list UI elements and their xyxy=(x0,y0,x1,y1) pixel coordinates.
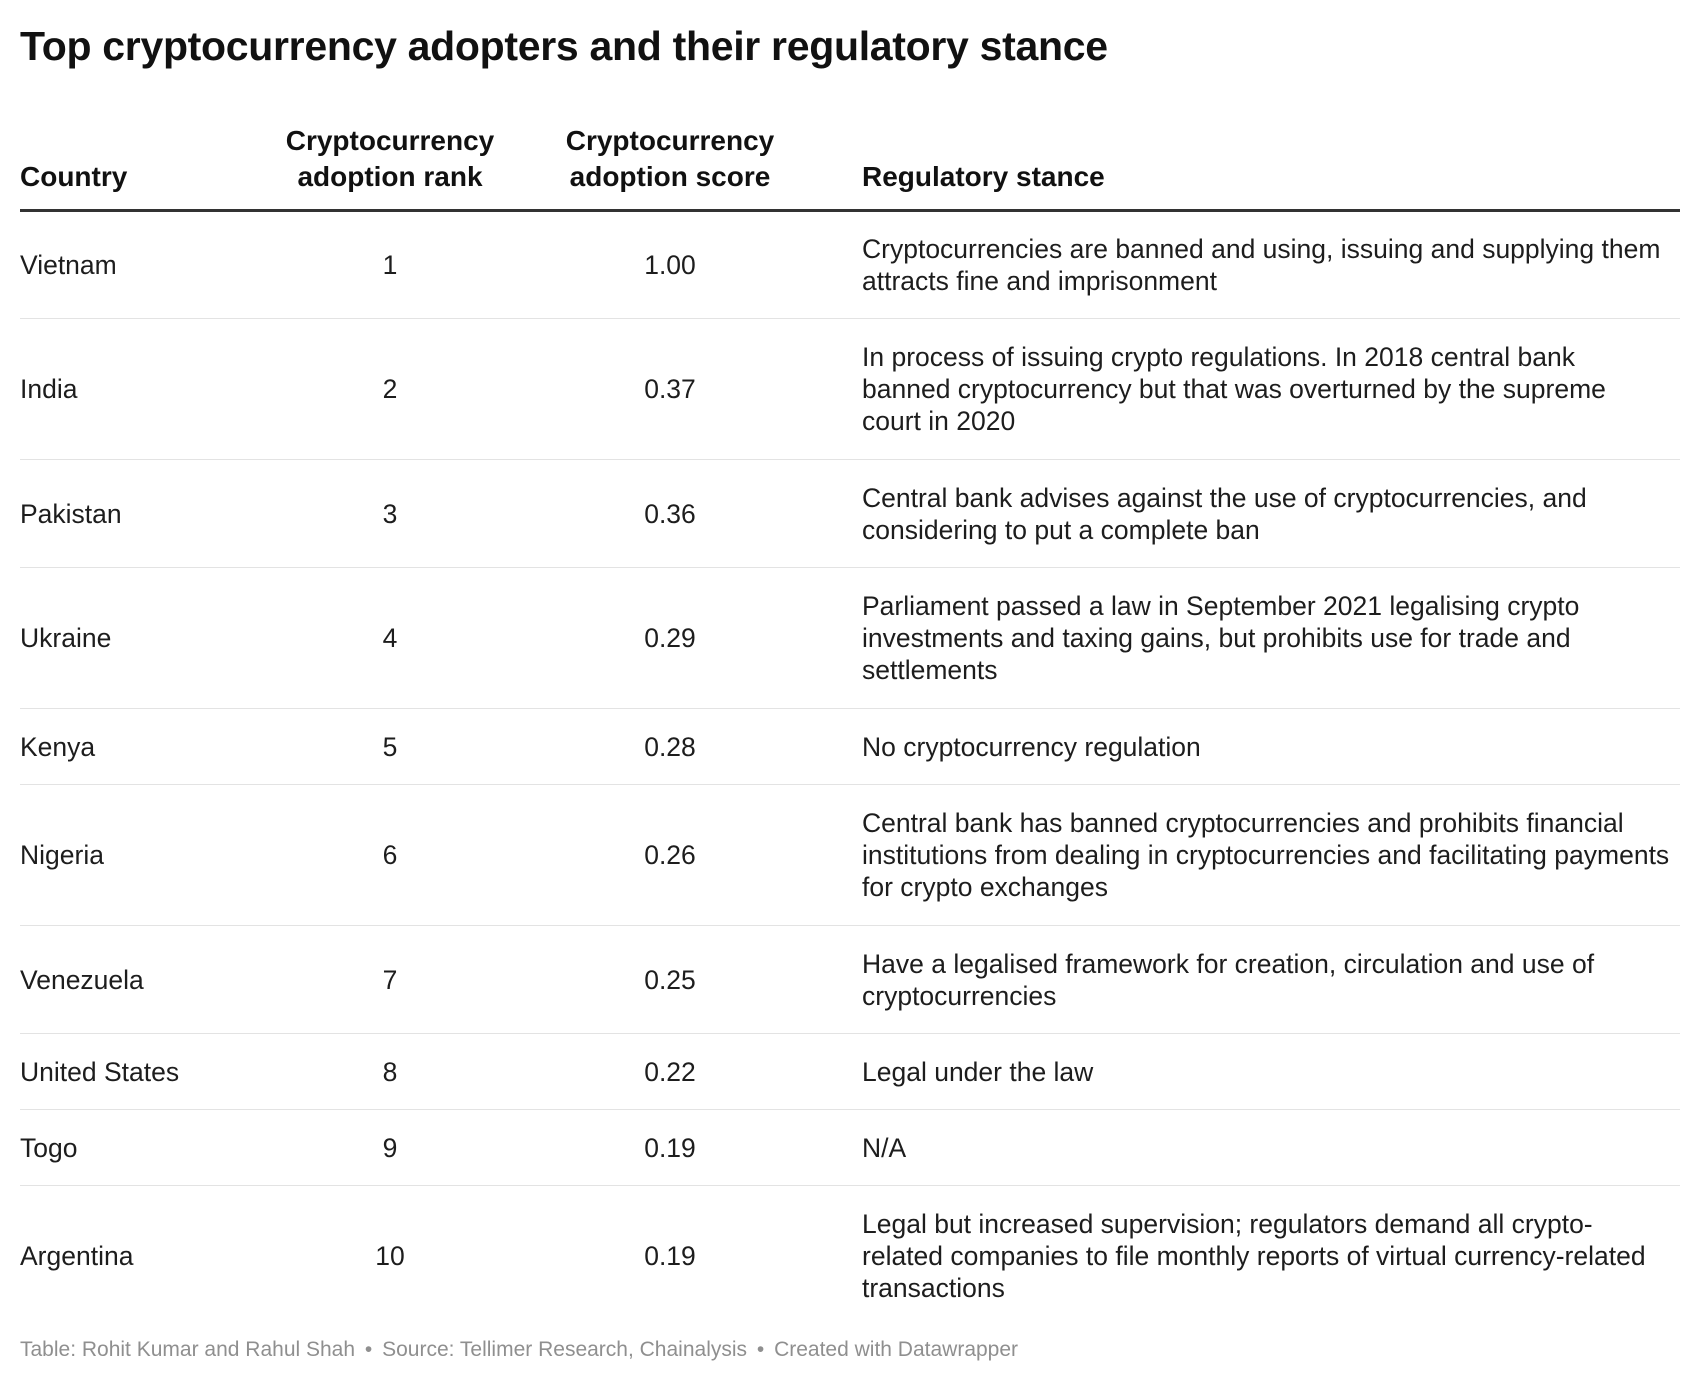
cell-rank: 4 xyxy=(240,568,540,709)
chart-container xyxy=(20,18,1680,1361)
table-row xyxy=(20,709,1680,785)
cell-score: 0.25 xyxy=(540,926,800,1034)
cell-rank: 10 xyxy=(375,1241,405,1271)
cell-country: India xyxy=(20,319,240,460)
column-header-stance[interactable]: Regulatory stance xyxy=(800,123,1680,211)
column-header-rank[interactable]: Cryptocurrency adoption rank xyxy=(240,123,540,211)
cell-regulatory-stance: Parliament passed a law in September 2021 legalising crypto investments and taxing gains, but prohibits use for trade and settlements xyxy=(800,568,1680,709)
created-with-credit: Created with Datawrapper xyxy=(774,1338,1019,1361)
table-row xyxy=(20,460,1680,568)
cell-regulatory-stance: In process of issuing crypto regulations. In 2018 central bank banned cryptocurrency but that was overturned by the supreme court in 2020 xyxy=(800,319,1680,460)
cell-regulatory-stance: Central bank has banned cryptocurrencies and prohibits financial institutions from dealing in cryptocurrencies and facilitating payments for crypto exchanges xyxy=(800,785,1680,926)
table-row xyxy=(20,1034,1680,1110)
cell-regulatory-stance: N/A xyxy=(800,1110,1680,1186)
cell-country: United States xyxy=(20,1034,240,1110)
cell-regulatory-stance: Have a legalised framework for creation, circulation and use of cryptocurrencies xyxy=(800,926,1680,1034)
footer-separator: • xyxy=(364,1338,373,1361)
cell-score: 0.36 xyxy=(540,460,800,568)
cell-rank: 3 xyxy=(240,460,540,568)
cell-country: Togo xyxy=(20,1110,240,1186)
cell-rank: 7 xyxy=(240,926,540,1034)
cell-rank: 5 xyxy=(240,709,540,785)
cell-score: 0.28 xyxy=(540,709,800,785)
table-body xyxy=(20,211,1680,1327)
cell-score: 0.22 xyxy=(540,1034,800,1110)
cell-score: 0.26 xyxy=(540,785,800,926)
cell-country: Kenya xyxy=(20,709,240,785)
cell-rank: 1 xyxy=(240,211,540,319)
cell-score: 0.19 xyxy=(540,1110,800,1186)
table-row xyxy=(20,926,1680,1034)
source-credit: Source: Tellimer Research, Chainalysis xyxy=(382,1338,748,1361)
cell-regulatory-stance: Central bank advises against the use of cryptocurrencies, and considering to put a complete ban xyxy=(800,460,1680,568)
footer-separator: • xyxy=(756,1338,765,1361)
table-credit: Table: Rohit Kumar and Rahul Shah xyxy=(20,1338,356,1361)
cell-rank: 2 xyxy=(240,319,540,460)
cell-regulatory-stance: Legal under the law xyxy=(800,1034,1680,1110)
cell-regulatory-stance: Legal but increased supervision; regulators demand all crypto-related companies to file monthly reports of virtual currency-related transactions xyxy=(862,1209,1646,1303)
cell-country: Argentina xyxy=(20,1241,134,1271)
cell-score: 0.37 xyxy=(540,319,800,460)
table-row xyxy=(20,568,1680,709)
column-header-score[interactable]: Cryptocurrency adoption score xyxy=(540,123,800,211)
cell-rank: 6 xyxy=(240,785,540,926)
cell-country: Pakistan xyxy=(20,460,240,568)
cell-regulatory-stance: Cryptocurrencies are banned and using, issuing and supplying them attracts fine and imprisonment xyxy=(800,211,1680,319)
footer-credits xyxy=(20,1338,1018,1362)
cell-country: Vietnam xyxy=(20,211,240,319)
chart-title: Top cryptocurrency adopters and their regulatory stance xyxy=(20,23,1108,69)
cell-rank: 8 xyxy=(240,1034,540,1110)
table-row xyxy=(20,319,1680,460)
data-table xyxy=(20,123,1680,1326)
table-row xyxy=(20,211,1680,319)
cell-rank: 9 xyxy=(240,1110,540,1186)
table-row xyxy=(20,1110,1680,1186)
cell-regulatory-stance: No cryptocurrency regulation xyxy=(800,709,1680,785)
cell-score: 0.19 xyxy=(644,1241,696,1271)
cell-country: Nigeria xyxy=(20,785,240,926)
table-row xyxy=(20,1186,1680,1327)
cell-score: 1.00 xyxy=(540,211,800,319)
column-header-country[interactable]: Country xyxy=(20,123,240,211)
cell-score: 0.29 xyxy=(540,568,800,709)
cell-country: Venezuela xyxy=(20,926,240,1034)
header-row xyxy=(20,123,1680,211)
cell-country: Ukraine xyxy=(20,568,240,709)
table-row xyxy=(20,785,1680,926)
